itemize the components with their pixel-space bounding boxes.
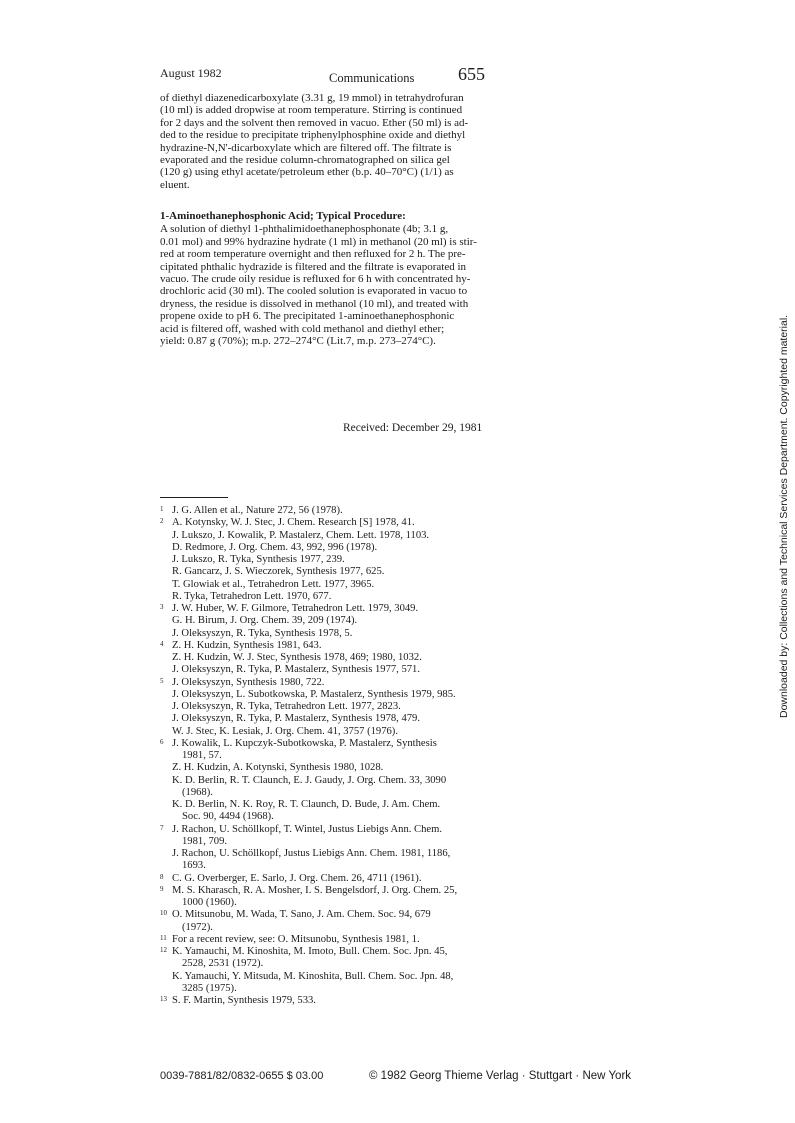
- text-line: propene oxide to pH 6. The precipitated 1-aminoethanephosphonic: [160, 310, 455, 323]
- reference-line: J. W. Huber, W. F. Gilmore, Tetrahedron Lett. 1979, 3049.: [172, 603, 419, 614]
- reference-number: 1: [160, 505, 164, 513]
- reference-text: [172, 885, 484, 910]
- reference-line: J. Oleksyszyn, L. Subotkowska, P. Mastalerz, Synthesis 1979, 985.: [172, 688, 456, 700]
- text-line: A solution of diethyl 1-phthalimidoethanephosphonate (4b; 3.1 g,: [160, 223, 449, 236]
- reference-number: 9: [160, 884, 164, 893]
- text-line: hydrazine-N,N'-dicarboxylate which are filtered off. The filtrate is: [160, 141, 452, 154]
- reference-number: 4: [160, 639, 164, 648]
- reference-text: [172, 517, 484, 603]
- reference-line: M. S. Kharasch, R. A. Mosher, I. S. Bengelsdorf, J. Org. Chem. 25,: [172, 884, 458, 896]
- reference-number: 11: [160, 933, 167, 942]
- reference-line: (1968).: [182, 786, 213, 798]
- reference-number: 3: [160, 603, 164, 611]
- reference-line: J. G. Allen et al., Nature 272, 56 (1978).: [172, 505, 343, 516]
- reference-item: [160, 885, 484, 910]
- reference-line: 1693.: [182, 860, 206, 872]
- footer-publisher: © 1982 Georg Thieme Verlag · Stuttgart · New York: [369, 1070, 632, 1082]
- reference-text: [172, 505, 484, 517]
- text-line: cipitated phthalic hydrazide is filtered and the filtrate is evaporated in: [160, 260, 467, 273]
- reference-line: G. H. Birum, J. Org. Chem. 39, 209 (1974).: [172, 615, 358, 627]
- header-date: August 1982: [160, 66, 222, 80]
- reference-line: 2528, 2531 (1972).: [182, 958, 264, 970]
- reference-item: [160, 995, 484, 1007]
- reference-line: 3285 (1975).: [182, 982, 237, 994]
- reference-line: J. Kowalik, L. Kupczyk-Subotkowska, P. Mastalerz, Synthesis: [172, 737, 437, 749]
- reference-line: Z. H. Kudzin, A. Kotynski, Synthesis 1980, 1028.: [172, 762, 384, 774]
- reference-number: 12: [160, 946, 167, 954]
- reference-line: K. Yamauchi, Y. Mitsuda, M. Kinoshita, Bull. Chem. Soc. Jpn. 48,: [172, 970, 454, 982]
- text-line: evaporated and the residue column-chromatographed on silica gel: [160, 154, 450, 167]
- reference-line: J. Oleksyszyn, Synthesis 1980, 722.: [172, 676, 325, 688]
- text-line: acid is filtered off, washed with cold methanol and diethyl ether;: [160, 322, 445, 335]
- reference-line: S. F. Martin, Synthesis 1979, 533.: [172, 995, 316, 1006]
- reference-line: T. Glowiak et al., Tetrahedron Lett. 1977, 3965.: [172, 578, 375, 590]
- reference-list: [160, 505, 484, 1007]
- reference-text: [172, 946, 484, 995]
- reference-line: D. Redmore, J. Org. Chem. 43, 992, 996 (1978).: [172, 541, 378, 553]
- reference-item: [160, 603, 484, 640]
- reference-text: [172, 934, 484, 946]
- reference-line: J. Oleksyszyn, R. Tyka, P. Mastalerz, Synthesis 1978, 479.: [172, 713, 421, 725]
- reference-line: A. Kotynsky, W. J. Stec, J. Chem. Research [S] 1978, 41.: [172, 517, 415, 529]
- reference-line: J. Lukszo, J. Kowalik, P. Mastalerz, Chem. Lett. 1978, 1103.: [172, 529, 430, 541]
- reference-item: [160, 909, 484, 934]
- reference-text: [172, 995, 484, 1007]
- reference-line: Z. H. Kudzin, W. J. Stec, Synthesis 1978, 469; 1980, 1032.: [172, 652, 422, 663]
- text-line: drochloric acid (30 ml). The cooled solution is evaporated in vacuo to: [160, 285, 468, 298]
- reference-text: [172, 738, 484, 824]
- text-line: for 2 days and the solvent then removed in vacuo. Ether (50 ml) is ad-: [160, 116, 469, 129]
- text-line: dryness, the residue is dissolved in methanol (10 ml), and treated with: [160, 297, 469, 310]
- text-line: (10 ml) is added dropwise at room temperature. Stirring is continued: [160, 104, 463, 117]
- text-line: red at room temperature overnight and then refluxed for 2 h. The pre-: [160, 248, 466, 261]
- text-line: ded to the residue to precipitate triphenylphosphine oxide and diethyl: [160, 129, 466, 142]
- reference-line: R. Gancarz, J. S. Wieczorek, Synthesis 1977, 625.: [172, 566, 385, 578]
- received-date: Received: December 29, 1981: [343, 422, 483, 434]
- reference-line: For a recent review, see: O. Mitsunobu, Synthesis 1981, 1.: [172, 933, 420, 945]
- reference-number: 7: [160, 823, 164, 832]
- procedure-section: [160, 210, 484, 347]
- reference-text: [172, 873, 484, 885]
- reference-line: J. Lukszo, R. Tyka, Synthesis 1977, 239.: [172, 554, 345, 565]
- reference-line: J. Rachon, U. Schöllkopf, T. Wintel, Justus Liebigs Ann. Chem.: [172, 823, 442, 835]
- text-line: (120 g) using ethyl acetate/petroleum ether (b.p. 40–70°C) (1/1) as: [160, 166, 454, 179]
- reference-number: 2: [160, 517, 164, 526]
- reference-line: K. D. Berlin, R. T. Claunch, E. J. Gaudy, J. Org. Chem. 33, 3090: [172, 774, 447, 786]
- reference-item: [160, 824, 484, 873]
- reference-item: [160, 640, 484, 677]
- page-number: 655: [458, 64, 485, 84]
- text-line: vacuo. The crude oily residue is refluxed for 6 h with concentrated hy-: [160, 273, 471, 286]
- reference-line: R. Tyka, Tetrahedron Lett. 1970, 677.: [172, 590, 332, 602]
- reference-line: J. Oleksyszyn, R. Tyka, Synthesis 1978, 5.: [172, 627, 353, 639]
- reference-line: 1000 (1960).: [182, 897, 237, 908]
- reference-text: [172, 677, 484, 738]
- reference-text: [172, 909, 484, 934]
- procedure-title: 1-Aminoethanephosphonic Acid; Typical Procedure:: [160, 210, 406, 222]
- footer-code: 0039-7881/82/0832-0655 $ 03.00: [160, 1070, 324, 1082]
- reference-number: 10: [160, 909, 167, 918]
- reference-number: 5: [160, 676, 164, 685]
- header-section: Communications: [329, 71, 415, 85]
- reference-line: O. Mitsunobu, M. Wada, T. Sano, J. Am. Chem. Soc. 94, 679: [172, 909, 431, 921]
- reference-line: J. Oleksyszyn, R. Tyka, P. Mastalerz, Synthesis 1977, 571.: [172, 664, 421, 676]
- reference-number: 6: [160, 737, 164, 746]
- reference-line: K. Yamauchi, M. Kinoshita, M. Imoto, Bull. Chem. Soc. Jpn. 45,: [172, 946, 448, 957]
- reference-line: 1981, 709.: [182, 835, 228, 847]
- reference-item: [160, 505, 484, 517]
- reference-line: 1981, 57.: [182, 750, 222, 761]
- reference-line: Soc. 90, 4494 (1968).: [182, 811, 274, 823]
- text-line: yield: 0.87 g (70%); m.p. 272–274°C (Lit.7, m.p. 273–274°C).: [160, 335, 436, 348]
- reference-item: [160, 934, 484, 946]
- reference-item: [160, 738, 484, 824]
- text-line: 0.01 mol) and 99% hydrazine hydrate (1 ml) in methanol (20 ml) is stir-: [160, 235, 477, 248]
- text-line: eluent.: [160, 178, 190, 191]
- reference-line: (1972).: [182, 921, 213, 933]
- reference-item: [160, 873, 484, 885]
- reference-text: [172, 824, 484, 873]
- reference-number: 8: [160, 872, 164, 881]
- footnote-divider: [160, 497, 228, 498]
- reference-text: [172, 640, 484, 677]
- reference-number: 13: [160, 995, 167, 1003]
- reference-item: [160, 517, 484, 603]
- reference-line: W. J. Stec, K. Lesiak, J. Org. Chem. 41, 3757 (1976).: [172, 725, 398, 737]
- reference-item: [160, 677, 484, 738]
- reference-line: C. G. Overberger, E. Sarlo, J. Org. Chem. 26, 4711 (1961).: [172, 872, 422, 884]
- side-download-note: Downloaded by: Collections and Technical Services Department. Copyrighted material.: [778, 314, 790, 718]
- reference-line: J. Oleksyszyn, R. Tyka, Tetrahedron Lett. 1977, 2823.: [172, 701, 401, 712]
- reference-line: J. Rachon, U. Schöllkopf, Justus Liebigs Ann. Chem. 1981, 1186,: [172, 848, 451, 859]
- intro-paragraph: [160, 92, 484, 191]
- procedure-body: [160, 223, 484, 347]
- reference-text: [172, 603, 484, 640]
- reference-line: Z. H. Kudzin, Synthesis 1981, 643.: [172, 639, 322, 651]
- reference-line: K. D. Berlin, N. K. Roy, R. T. Claunch, D. Bude, J. Am. Chem.: [172, 799, 441, 810]
- text-line: of diethyl diazenedicarboxylate (3.31 g, 19 mmol) in tetrahydrofuran: [160, 92, 464, 104]
- reference-item: [160, 946, 484, 995]
